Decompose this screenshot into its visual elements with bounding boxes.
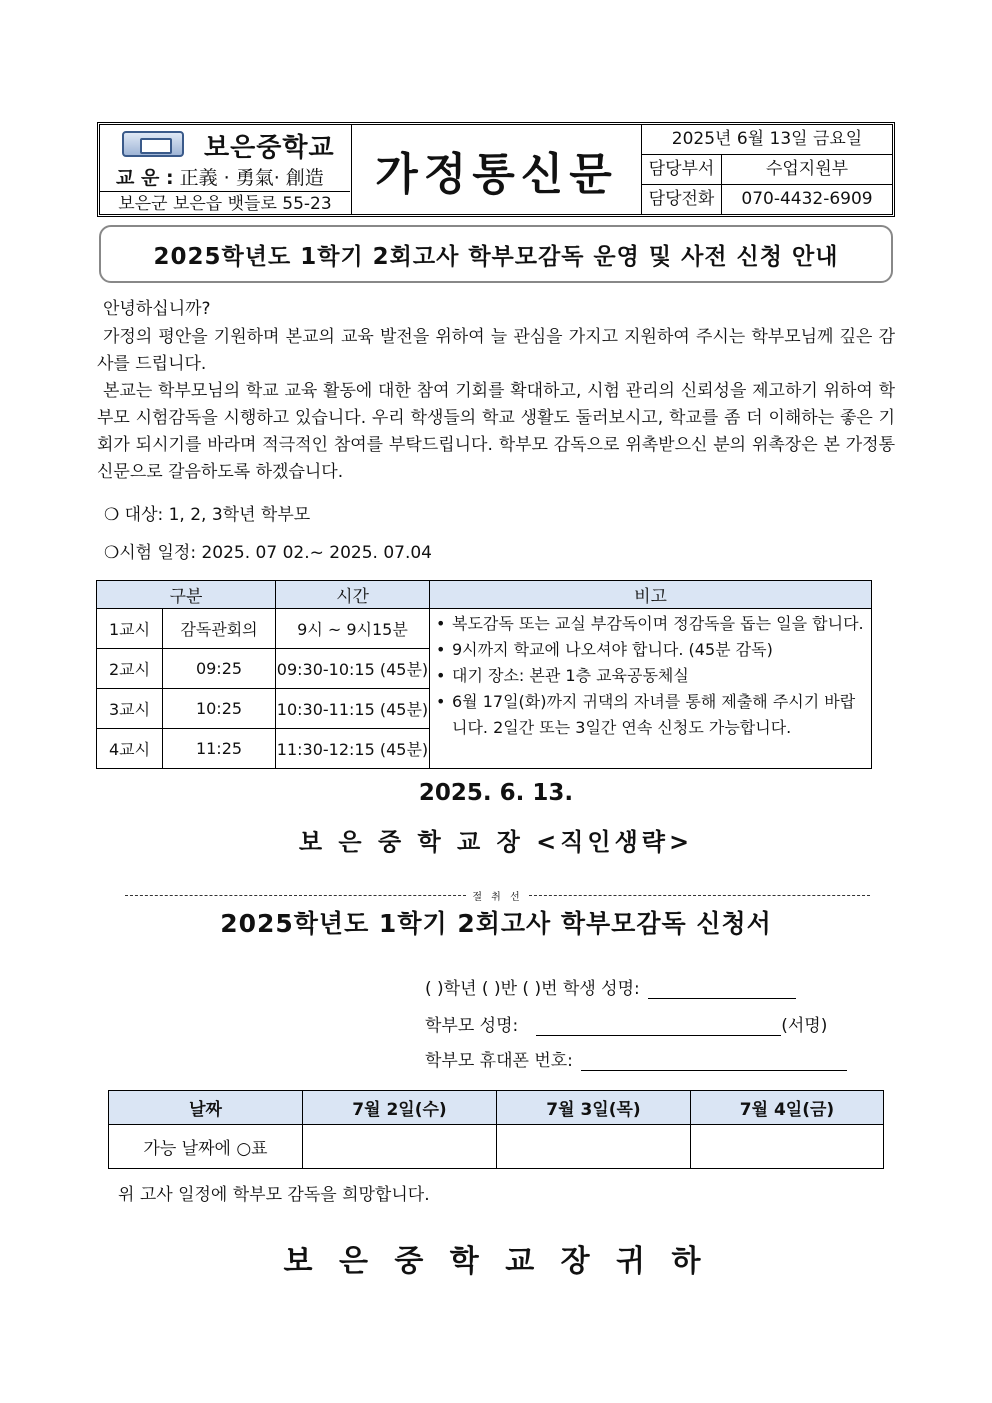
- paragraph-2: 본교는 학부모님의 학교 교육 활동에 대한 참여 기회를 확대하고, 시험 관리의 신뢰성을 제고하기 위하여 학부모 시험감독을 시행하고 있습니다. 우리 학생들의 학교 생활도 둘러보시고, 학교를 좀 더 이해하는 좋은 기회가 되시기를 바라며 적극적인 참여를 부탁드립니다. 학부모 감독으로 위촉받으신 분의 위촉장은 본 가정통신문으로 갈음하도록 하겠습니다.: [97, 381, 895, 482]
- parent-name-field[interactable]: [536, 1016, 781, 1036]
- col-header-notes: 비고: [430, 581, 872, 609]
- period-cell: 2교시: [97, 649, 163, 689]
- mark-cell-jul4[interactable]: [691, 1125, 884, 1169]
- motto-text: 正義 · 勇氣· 創造: [179, 167, 324, 189]
- date-header: 날짜: [109, 1091, 303, 1125]
- time-cell: 09:30-10:15 (45분): [276, 649, 430, 689]
- addressee: 보 은 중 학 교 장 귀 하: [283, 1244, 709, 1279]
- time-cell: 9시 ~ 9시15분: [276, 609, 430, 649]
- time-cell: 11:30-12:15 (45분): [276, 729, 430, 769]
- period-line: ❍시험 일정: 2025. 07 02.~ 2025. 07.04: [104, 543, 432, 563]
- schedule-table: [96, 580, 872, 769]
- newsletter-title: 가정통신문: [352, 125, 642, 214]
- start-cell: 09:25: [163, 649, 276, 689]
- mark-cell-jul2[interactable]: [303, 1125, 497, 1169]
- parent-name-label: 학부모 성명:: [425, 1016, 519, 1036]
- greeting: 안녕하십니까?: [103, 299, 211, 319]
- col-header-period: 구분: [97, 581, 276, 609]
- notice-title: 2025학년도 1학기 2회고사 학부모감독 운영 및 사전 신청 안내: [99, 225, 893, 283]
- start-cell: 감독관회의: [163, 609, 276, 649]
- wish-line: 위 고사 일정에 학부모 감독을 희망합니다.: [118, 1185, 430, 1205]
- note-item: • 6월 17일(화)까지 귀댁의 자녀를 통해 제출해 주시기 바랍니다. 2일간 또는 3일간 연속 신청도 가능합니다.: [436, 689, 865, 741]
- dept-value: 수업지원부: [765, 159, 849, 179]
- parent-phone-field[interactable]: [581, 1051, 847, 1071]
- notes-cell: [430, 609, 872, 769]
- dept-label: 담당부서: [642, 155, 722, 184]
- student-name-field[interactable]: [648, 979, 796, 999]
- newsletter-header: [97, 122, 895, 217]
- school-name: 보은중학교: [204, 133, 335, 163]
- date-header: 7월 4일(금): [691, 1091, 884, 1125]
- time-cell: 10:30-11:15 (45분): [276, 689, 430, 729]
- form-title: 2025학년도 1학기 2회고사 학부모감독 신청서: [220, 909, 772, 938]
- phone-value: 070-4432-6909: [741, 189, 873, 209]
- parent-phone-label: 학부모 휴대폰 번호:: [425, 1051, 573, 1071]
- target-line: ❍ 대상: 1, 2, 3학년 학부모: [104, 505, 311, 525]
- period-cell: 1교시: [97, 609, 163, 649]
- cut-line: [125, 888, 870, 903]
- col-header-time: 시간: [276, 581, 430, 609]
- date-header: 7월 3일(목): [497, 1091, 691, 1125]
- school-logo-icon: [122, 131, 184, 157]
- availability-table: [108, 1090, 884, 1169]
- signature-label: (서명): [781, 1016, 828, 1036]
- table-row: [97, 609, 872, 649]
- issue-date-header: 2025년 6월 13일 금요일: [671, 129, 863, 149]
- motto-label: 교 운 :: [116, 167, 174, 189]
- student-label: ( )학년 ( )반 ( )번 학생 성명:: [425, 979, 640, 999]
- mark-label: 가능 날짜에 ○표: [109, 1125, 303, 1169]
- cut-label: 절 취 선: [472, 892, 523, 903]
- start-cell: 10:25: [163, 689, 276, 729]
- note-item: • 복도감독 또는 교실 부감독이며 정감독을 돕는 일을 합니다.: [436, 611, 865, 637]
- parent-name-line: [425, 1011, 827, 1036]
- start-cell: 11:25: [163, 729, 276, 769]
- school-motto: [116, 163, 324, 190]
- mark-cell-jul3[interactable]: [497, 1125, 691, 1169]
- parent-phone-line: [425, 1046, 847, 1071]
- period-cell: 3교시: [97, 689, 163, 729]
- student-line: [425, 974, 796, 999]
- note-item: • 대기 장소: 본관 1층 교육공동체실: [436, 663, 865, 689]
- school-address: 보은군 보은읍 뱃들로 55-23: [100, 191, 350, 217]
- note-item: • 9시까지 학교에 나오셔야 합니다. (45분 감독): [436, 637, 865, 663]
- school-info: [100, 125, 352, 214]
- date-header: 7월 2일(수): [303, 1091, 497, 1125]
- issue-date: 2025. 6. 13.: [418, 780, 574, 806]
- period-cell: 4교시: [97, 729, 163, 769]
- phone-label: 담당전화: [642, 185, 722, 214]
- header-meta: [642, 125, 892, 214]
- principal-signature: 보 은 중 학 교 장 <직인생략>: [298, 828, 694, 856]
- paragraph-1: 가정의 평안을 기원하며 본교의 교육 발전을 위하여 늘 관심을 가지고 지원하여 주시는 학부모님께 깊은 감사를 드립니다.: [97, 327, 895, 374]
